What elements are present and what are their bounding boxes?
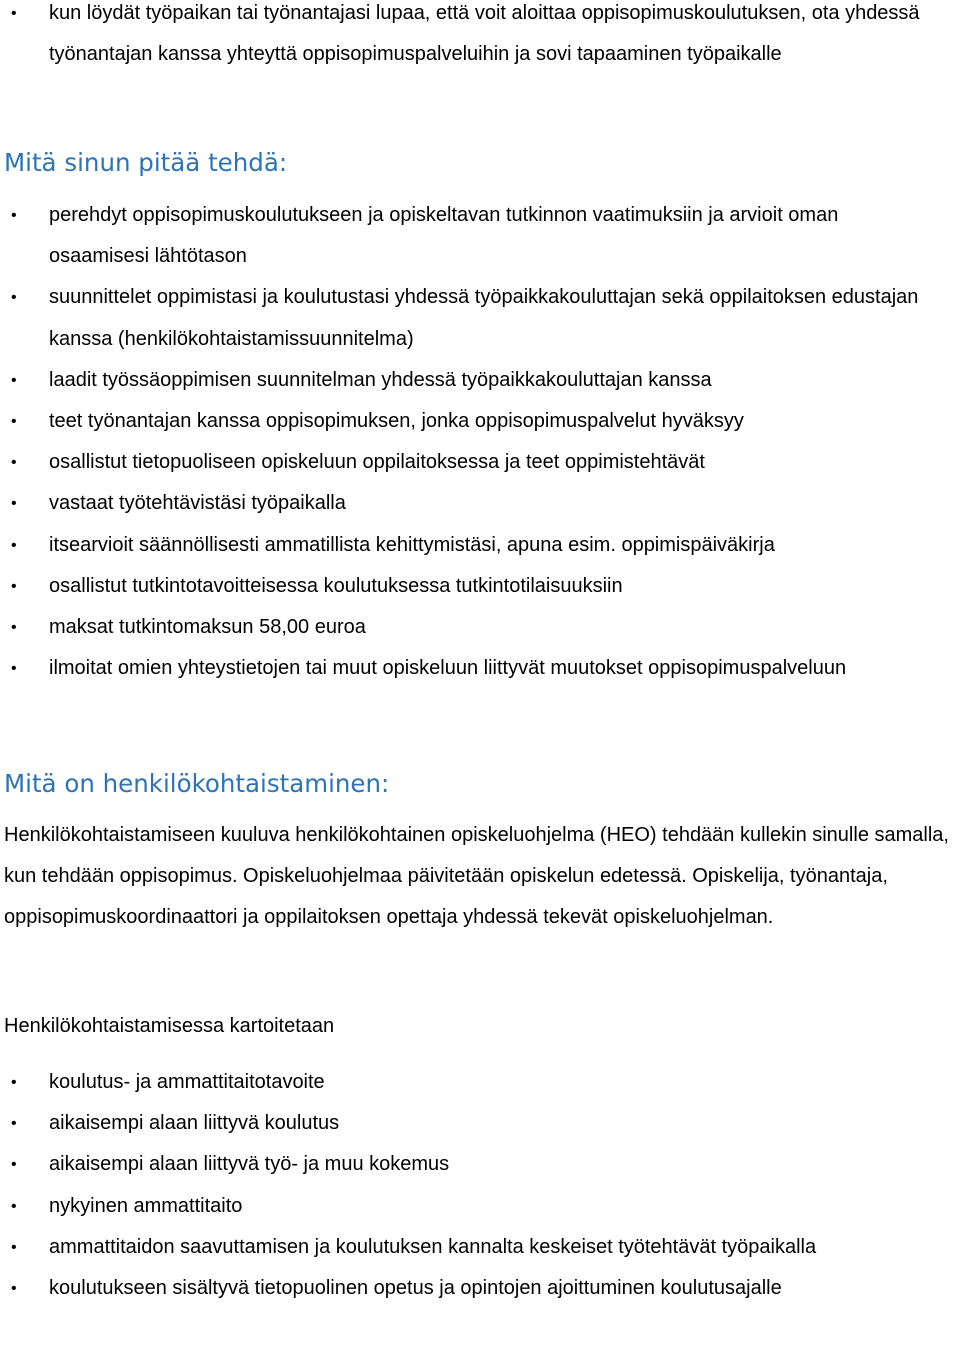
tasks-bullet-list [0, 195, 925, 689]
list-item [0, 360, 925, 401]
bullet-icon: • [11, 289, 17, 307]
bullet-icon: • [11, 577, 17, 595]
list-item-text: nykyinen ammattitaito [49, 1194, 243, 1217]
list-item [0, 1144, 930, 1185]
bullet-icon: • [11, 1238, 17, 1256]
list-item [0, 1227, 930, 1268]
section-heading-personalization: Mitä on henkilökohtaistaminen: [4, 769, 390, 798]
list-item [0, 195, 925, 277]
bullet-icon: • [11, 5, 17, 22]
list-item-text: osallistut tietopuoliseen opiskeluun oppilaitoksessa ja teet oppimistehtävät [49, 451, 705, 474]
list-item [0, 483, 925, 524]
list-item-text: vastaat työtehtävistäsi työpaikalla [49, 492, 346, 515]
list-item [0, 277, 925, 359]
list-item [0, 442, 925, 483]
list-item-text: osallistut tutkintotavoitteisessa koulutuksessa tutkintotilaisuuksiin [49, 574, 623, 597]
bullet-icon: • [11, 536, 17, 554]
personalization-intro: Henkilökohtaistamisessa kartoitetaan [4, 1015, 335, 1037]
list-item-text: koulutukseen sisältyvä tietopuolinen opetus ja opintojen ajoittuminen koulutusajalle [49, 1277, 782, 1300]
personalization-bullet-list [0, 1062, 930, 1309]
list-item-text: ammattitaidon saavuttamisen ja koulutuksen kannalta keskeiset työtehtävät työpaikalla [49, 1235, 817, 1258]
list-item-text: teet työnantajan kanssa oppisopimuksen, jonka oppisopimuspalvelut hyväksyy [49, 410, 744, 433]
list-item-text: maksat tutkintomaksun 58,00 euroa [49, 616, 366, 639]
list-item-text: laadit työssäoppimisen suunnitelman yhdessä työpaikkakouluttajan kanssa [49, 368, 712, 391]
bullet-icon: • [11, 495, 17, 513]
section-heading-tasks: Mitä sinun pitää tehdä: [4, 148, 288, 177]
bullet-icon: • [11, 1074, 17, 1091]
bullet-icon: • [11, 1197, 17, 1215]
list-item-text: koulutus- ja ammattitaitotavoite [49, 1071, 325, 1093]
list-item [0, 648, 925, 689]
list-item [0, 607, 925, 648]
list-item [0, 1268, 930, 1309]
bullet-icon: • [11, 1156, 17, 1174]
list-item-text: aikaisempi alaan liittyvä koulutus [49, 1112, 340, 1135]
list-item-text: perehdyt oppisopimuskoulutukseen ja opiskeltavan tutkinnon vaatimuksiin ja arvioit oman osaamisesi lähtötason [49, 204, 839, 268]
list-item [0, 401, 925, 442]
bullet-icon: • [11, 1280, 17, 1298]
list-item [0, 0, 950, 75]
list-item-text: suunnittelet oppimistasi ja koulutustasi yhdessä työpaikkakouluttajan sekä oppilaitoksen edustajan kanssa (henkilökohtaistamissuunnitelma) [49, 286, 919, 350]
bullet-icon: • [11, 207, 17, 224]
list-item [0, 1103, 930, 1144]
bullet-icon: • [11, 619, 17, 637]
bullet-icon: • [11, 413, 17, 431]
list-item [0, 525, 925, 566]
list-item [0, 1186, 930, 1227]
list-item-text: itsearvioit säännöllisesti ammatillista kehittymistäsi, apuna esim. oppimispäiväkirja [49, 533, 775, 556]
bullet-icon: • [11, 660, 17, 678]
bullet-icon: • [11, 454, 17, 472]
list-item [0, 566, 925, 607]
bullet-icon: • [11, 371, 17, 389]
list-item [0, 1062, 930, 1103]
list-item-text: ilmoitat omien yhteystietojen tai muut opiskeluun liittyvät muutokset oppisopimuspalveluun [49, 657, 847, 680]
personalization-paragraph: Henkilökohtaistamiseen kuuluva henkilökohtainen opiskeluohjelma (HEO) tehdään kullekin sinulle samalla, kun tehdään oppisopimus. Opiskeluohjelmaa päivitetään opiskelun edetessä. Opiskelija, työnantaja, oppisopimuskoordinaattori ja oppilaitoksen opettaja yhdessä tekevät opiskeluohjelman. [4, 824, 949, 929]
list-item-text: kun löydät työpaikan tai työnantajasi lupaa, että voit aloittaa oppisopimuskoulutuksen, ota yhdessä työnantajan kanssa yhteyttä oppisopimuspalveluihin ja sovi tapaaminen työpaikalle [49, 2, 920, 66]
intro-bullet-list [0, 0, 950, 75]
list-item-text: aikaisempi alaan liittyvä työ- ja muu kokemus [49, 1153, 450, 1176]
bullet-icon: • [11, 1115, 17, 1133]
